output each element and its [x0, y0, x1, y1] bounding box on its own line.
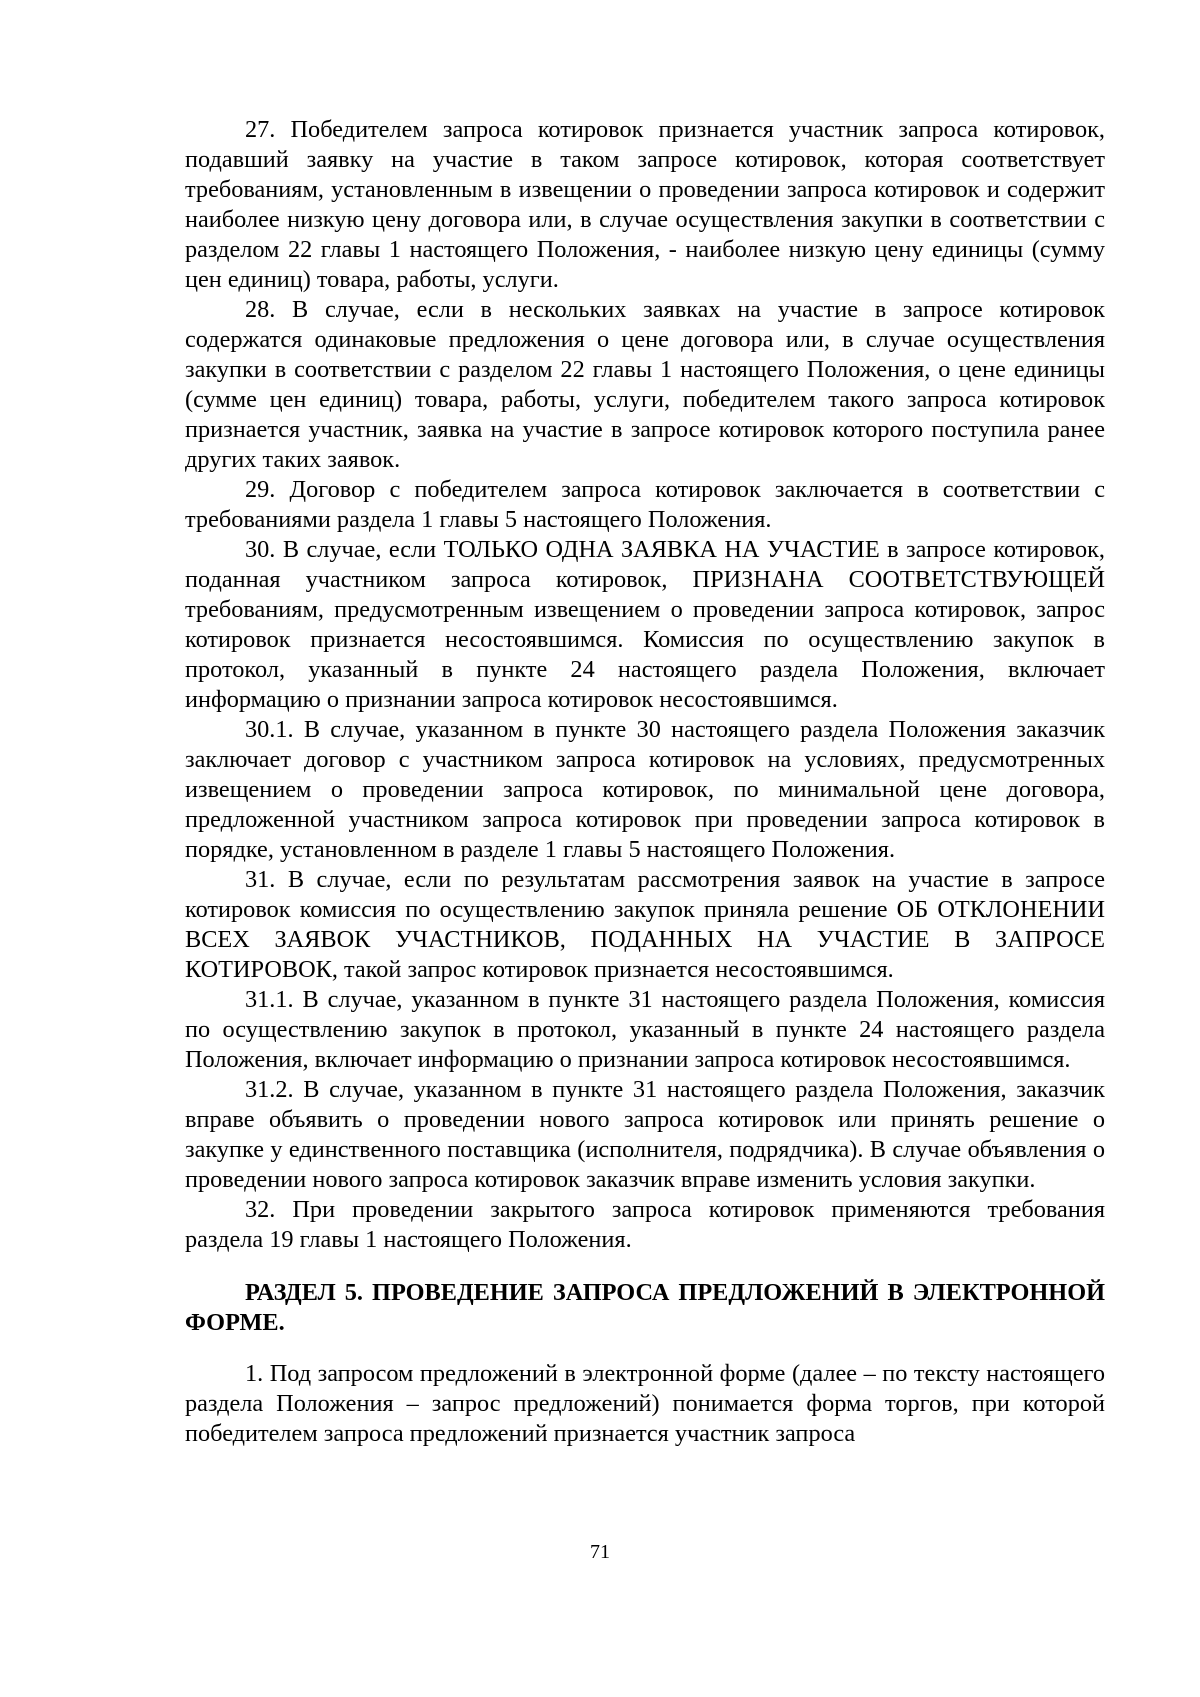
- paragraph-30-1: 30.1. В случае, указанном в пункте 30 настоящего раздела Положения заказчик заключает договор с участником запроса котировок на условиях, предусмотренных извещением о проведении запроса котировок, по минимальной цене договора, предложенной участником запроса котировок при проведении запроса котировок в порядке, установленном в разделе 1 главы 5 настоящего Положения.: [185, 716, 1105, 863]
- paragraph-27: 27. Победителем запроса котировок признается участник запроса котировок, подавший заявку на участие в таком запросе котировок, которая соответствует требованиям, установленным в извещении о проведении запроса котировок и содержит наиболее низкую цену договора или, в случае осуществления закупки в соответствии с разделом 22 главы 1 настоящего Положения, - наиболее низкую цену единицы (сумму цен единиц) товара, работы, услуги.: [185, 116, 1105, 293]
- paragraph-32: 32. При проведении закрытого запроса котировок применяются требования раздела 19 главы 1 настоящего Положения.: [185, 1196, 1105, 1253]
- paragraph-30: 30. В случае, если ТОЛЬКО ОДНА ЗАЯВКА НА УЧАСТИЕ в запросе котировок, поданная участником запроса котировок, ПРИЗНАНА СООТВЕТСТВУЮЩЕЙ требованиям, предусмотренным извещением о проведении запроса котировок, запрос котировок признается несостоявшимся. Комиссия по осуществлению закупок в протокол, указанный в пункте 24 настоящего раздела Положения, включает информацию о признании запроса котировок несостоявшимся.: [185, 536, 1105, 713]
- paragraph-29: 29. Договор с победителем запроса котировок заключается в соответствии с требованиями раздела 1 главы 5 настоящего Положения.: [185, 476, 1105, 533]
- paragraph-section5-1: 1. Под запросом предложений в электронной форме (далее – по тексту настоящего раздела Положения – запрос предложений) понимается форма торгов, при которой победителем запроса предложений признается участник запроса: [185, 1360, 1105, 1447]
- paragraph-31: 31. В случае, если по результатам рассмотрения заявок на участие в запросе котировок комиссия по осуществлению закупок приняла решение ОБ ОТКЛОНЕНИИ ВСЕХ ЗАЯВОК УЧАСТНИКОВ, ПОДАННЫХ НА УЧАСТИЕ В ЗАПРОСЕ КОТИРОВОК, такой запрос котировок признается несостоявшимся.: [185, 866, 1105, 983]
- paragraph-28: 28. В случае, если в нескольких заявках на участие в запросе котировок содержатся одинаковые предложения о цене договора или, в случае осуществления закупки в соответствии с разделом 22 главы 1 настоящего Положения, о цене единицы (сумме цен единиц) товара, работы, услуги, победителем такого запроса котировок признается участник, заявка на участие в запросе котировок которого поступила ранее других таких заявок.: [185, 296, 1105, 473]
- paragraph-31-2: 31.2. В случае, указанном в пункте 31 настоящего раздела Положения, заказчик вправе объявить о проведении нового запроса котировок или принять решение о закупке у единственного поставщика (исполнителя, подрядчика). В случае объявления о проведении нового запроса котировок заказчик вправе изменить условия закупки.: [185, 1076, 1105, 1193]
- section-heading: РАЗДЕЛ 5. ПРОВЕДЕНИЕ ЗАПРОСА ПРЕДЛОЖЕНИЙ В ЭЛЕКТРОННОЙ ФОРМЕ.: [185, 1279, 1105, 1336]
- page-number: 71: [590, 1541, 610, 1563]
- paragraph-31-1: 31.1. В случае, указанном в пункте 31 настоящего раздела Положения, комиссия по осуществлению закупок в протокол, указанный в пункте 24 настоящего раздела Положения, включает информацию о признании запроса котировок несостоявшимся.: [185, 986, 1105, 1073]
